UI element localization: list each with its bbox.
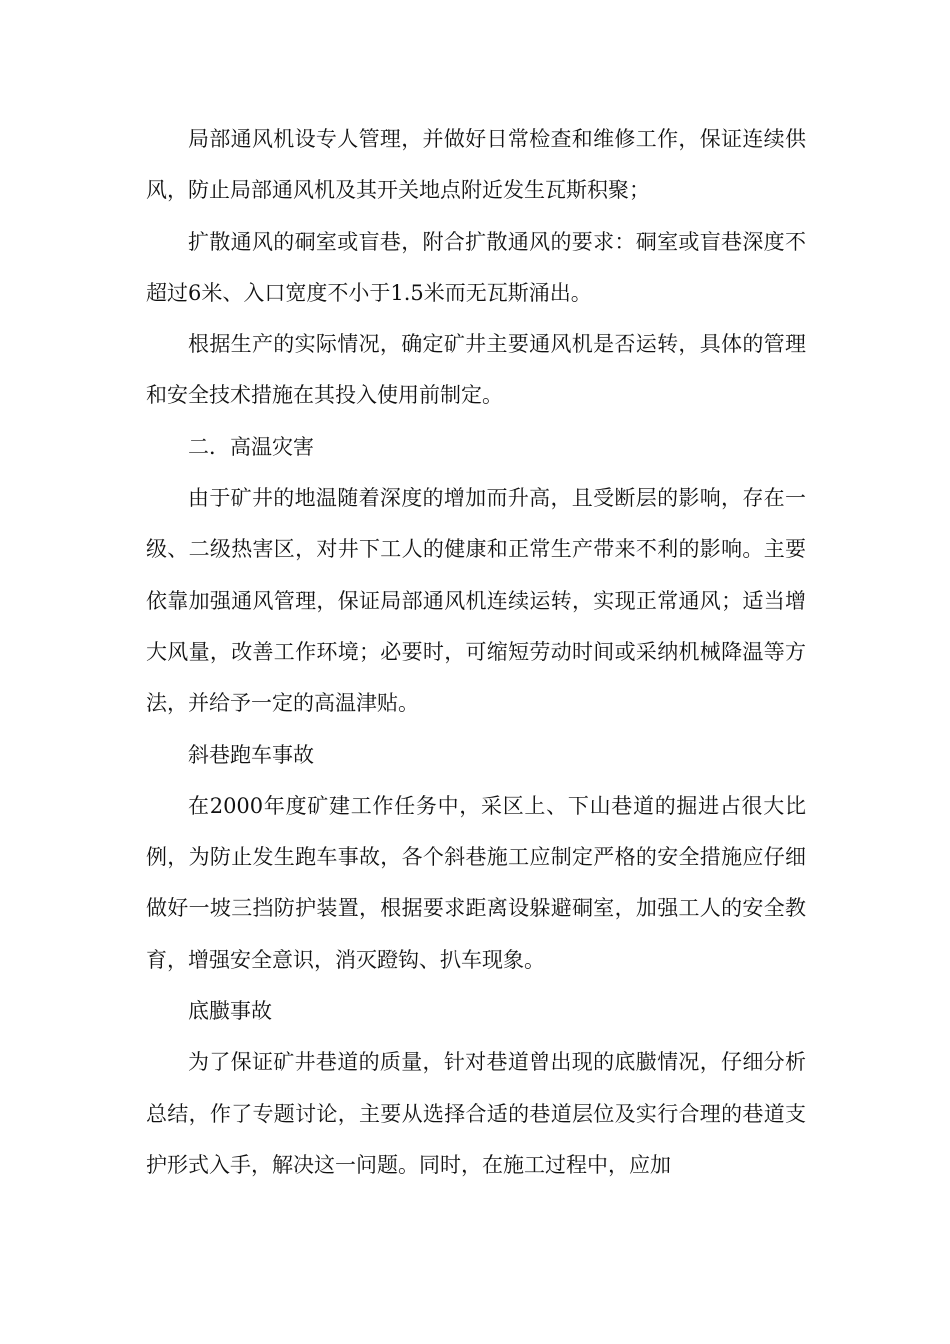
paragraph-high-temperature: 由于矿井的地温随着深度的增加而升高，且受断层的影响，存在一级、二级热害区，对井下工人的健康和正常生产带来不利的影响。主要依靠加强通风管理，保证局部通风机连续运转，实现正常通风；适当增大风量，改善工作环境；必要时，可缩短劳动时间或采纳机械降温等方法，并给予一定的高温津贴。 bbox=[146, 486, 806, 716]
paragraph-ventilation-management: 局部通风机设专人管理，并做好日常检查和维修工作，保证连续供风，防止局部通风机及其开关地点附近发生瓦斯积聚； bbox=[146, 127, 806, 203]
document-body bbox=[146, 114, 806, 1191]
paragraph-main-fan-operation: 根据生产的实际情况，确定矿井主要通风机是否运转，具体的管理和安全技术措施在其投入使用前制定。 bbox=[146, 332, 806, 408]
paragraph-floor-heave: 为了保证矿井巷道的质量，针对巷道曾出现的底臌情况，仔细分析总结，作了专题讨论，主要从选择合适的巷道层位及实行合理的巷道支护形式入手，解决这一问题。同时，在施工过程中，应加 bbox=[146, 1050, 806, 1177]
heading-incline-runaway: 斜巷跑车事故 bbox=[188, 742, 314, 767]
heading-high-temperature: 二．高温灾害 bbox=[188, 434, 314, 459]
heading-floor-heave: 底臌事故 bbox=[188, 999, 272, 1024]
paragraph-incline-runaway: 在2000年度矿建工作任务中，采区上、下山巷道的掘进占很大比例，为防止发生跑车事故，各个斜巷施工应制定严格的安全措施应仔细做好一坡三挡防护装置，根据要求距离设躲避硐室，加强工人的安全教育，增强安全意识，消灭蹬钩、扒车现象。 bbox=[146, 793, 806, 972]
paragraph-diffusion-ventilation: 扩散通风的硐室或盲巷，附合扩散通风的要求：硐室或盲巷深度不超过6米、入口宽度不小于1.5米而无瓦斯涌出。 bbox=[146, 229, 806, 305]
